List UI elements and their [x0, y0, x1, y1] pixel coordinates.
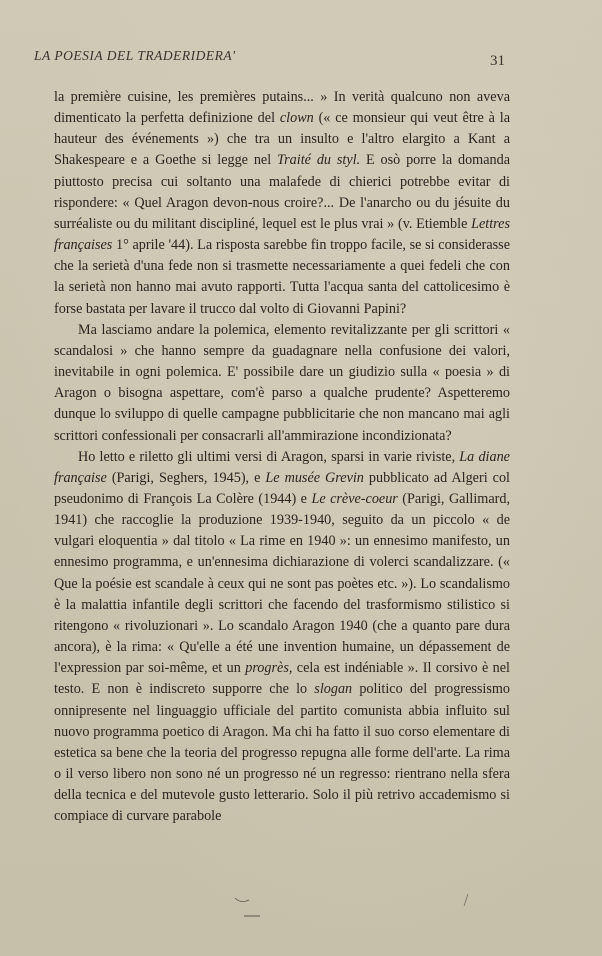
italic-text: Traité du styl. [277, 152, 361, 169]
text-run: 1° aprile '44). La risposta sarebbe fin troppo facile, se si considerasse che la serietà d'una fede non si trasmette necessariamente a quei fedeli che con la serietà non hanno mai avuto rapporti. Tutta l'acqua santa del cattolicesimo è forse bastata per lavare il trucco dal volto di Giovanni Papini? [54, 237, 510, 317]
italic-text: clown [279, 110, 314, 127]
italic-text: Le crève-coeur [311, 490, 398, 507]
italic-text: Lettres françaises [54, 215, 510, 254]
paragraph [54, 87, 510, 320]
text-run: politico del progressismo onnipresente nel linguaggio ufficiale del partito comunista abbia influito sul nuovo programma poetico di Aragon. Ma chi ha fatto il suo corso elementare di estetica sa bene che la teoria del progresso repugna alle forme dell'arte. La rima o il verso libero non sono né un progresso né un regresso: rientrano nella sfera della tecnica e del mutevole gusto letterario. Solo il più retrivo accademismo si compiace di curvare parabole [54, 681, 511, 825]
italic-text: progrès, [245, 660, 293, 677]
running-head: LA POESIA DEL TRADERIDERA' [34, 48, 236, 63]
text-run: Ma lasciamo andare la polemica, elemento revitalizzante per gli scrittori « scandalosi » che hanno sempre da guadagnare nella confusione dei valori, inevitabile in ogni polemica. E' possibile dare un giudizio sulla « poesia » di Aragon o bisogna aspettare, com'è parso a qualche prudente? Aspetteremo dunque lo sviluppo di quelle campagne pubblicitarie che non mancano mai agli scrittori confessionali per consacrarli all'ammirazione incondizionata? [54, 321, 510, 444]
text-run: (« ce monsieur qui veut être à la hauteur des événements ») che tra un insulto e l'altro elargito a Kant a Shakespeare e a Goethe si legge nel [54, 110, 510, 169]
italic-text: slogan [314, 681, 353, 698]
ink-speck [235, 898, 249, 902]
italic-text: Le musée Grevin [265, 469, 364, 486]
text-run: cela est indéniable ». Il corsivo è nel testo. E non è indiscreto supporre che lo [54, 660, 510, 698]
page-number: 31 [490, 53, 505, 69]
text-run: E osò porre la domanda piuttosto precisa cui soltanto una malafede di chierici potrebbe evitar di rispondere: « Quel Aragon devon-nous croire?... De l'anarcho ou du jésuite du surréaliste ou du militant discipliné, lequel est le plus vrai » (v. Etiemble [54, 152, 510, 232]
text-run: la première cuisine, les premières putains... » In verità qualcuno non aveva dimenticato la perfetta definizione del [54, 89, 510, 127]
body-text [54, 87, 510, 827]
paragraph [54, 447, 510, 828]
paragraph [54, 320, 510, 447]
text-run: (Parigi, Seghers, 1945), e [106, 469, 266, 486]
paper-marks [230, 880, 490, 920]
text-run: (Parigi, Gallimard, 1941) che raccoglie la produzione 1939-1940, seguito da un piccolo « de vulgari eloquentia » dal titolo « La rime en 1940 »: un ennesimo manifesto, un ennesimo programma, e un'ennesima dichiarazione di volerci scandalizzare. (« Que la poésie est scandale à ceux qui ne sont pas poètes etc. »). Lo scandalismo è la malattia infantile degli scrittori che facendo del trasformismo stilistico si ritengono « rivoluzionari ». Lo scandalo Aragon 1940 (che a quanto pare dura ancora), è la rima: « Qu'elle a été une invention humaine, un dépassement de l'expression par soi-même, et un [54, 490, 511, 677]
text-run: pubblicato ad Algeri col pseudonimo di François La Colère (1944) e [54, 469, 510, 507]
text-run: Ho letto e riletto gli ultimi versi di Aragon, sparsi in varie riviste, [78, 448, 460, 465]
italic-text: La diane française [54, 448, 510, 486]
ink-speck [464, 894, 468, 906]
